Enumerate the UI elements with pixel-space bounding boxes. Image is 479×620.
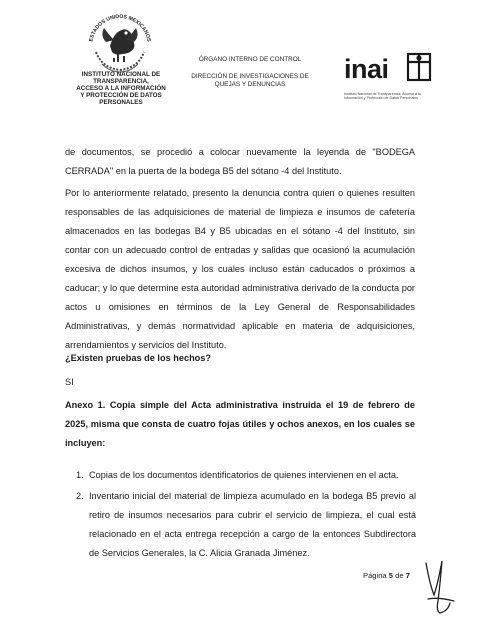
- coat-of-arms-seal-icon: [70, 6, 170, 76]
- page-label: Página: [363, 571, 387, 580]
- seal-ring-text: ESTADOS UNIDOS MEXICANOS: [88, 13, 152, 43]
- institute-line: INSTITUTO NACIONAL DE: [81, 71, 161, 78]
- evidence-question: ¿Existen pruebas de los hechos?: [65, 353, 212, 363]
- list-item-text: Inventario inicial del material de limpieza acumulado en la bodega B5 previo al retiro de insumos necesarios para cubrir el servicio de limpieza, el cual está relacionado en el acta entrega recepción a cargo de la entonces Subdirectora de Servicios Generales, la C. Alicia Granada Jiménez.: [89, 491, 416, 558]
- inai-tagline: [344, 92, 444, 100]
- paragraph-complaint: Por lo anteriormente relatado, presento la denuncia contra quien o quienes resulten responsables de las adquisiciones de material de limpieza e insumos de cafetería almacenados en las bodegas B4 y B5 ubicadas en el sótano -4 del Instituto, sin contar con un adecuado control de entradas y salidas que ocasionó la acumulación excesiva de dichos insumos, y los cuales incluso están caducados o próximos a caducar; y lo que determine esta autoridad administrativa derivado de la conducta por actos u omisiones en términos de la Ley General de Responsabilidades Administrativas, y demás normatividad aplicable en materia de adquisiciones, arrendamientos y servicios del Instituto.: [65, 188, 415, 350]
- institute-name: [58, 71, 184, 106]
- list-item: [76, 487, 416, 563]
- evidence-answer: SI: [65, 377, 74, 387]
- institute-line: PERSONALES: [99, 99, 143, 106]
- institute-line: ACCESO A LA INFORMACIÓN: [76, 85, 166, 92]
- inai-tagline-line: Información y Protección de Datos Personales: [344, 96, 418, 101]
- page-number: [363, 571, 410, 580]
- list-item-number: 1.: [76, 470, 84, 480]
- direction-line: QUEJAS Y DENUNCIAS: [214, 81, 286, 88]
- list-item-text: Copias de los documentos identificatorios de quienes intervienen en el acta.: [89, 470, 399, 480]
- list-item: [76, 466, 416, 485]
- institute-line: TRANSPARENCIA,: [93, 78, 149, 85]
- header-office-block: [185, 56, 315, 89]
- institute-line: Y PROTECCIÓN DE DATOS: [80, 92, 162, 99]
- annex-heading: Anexo 1. Copia simple del Acta administrativa instruida el 19 de febrero de 2025, misma que consta de cuatro fojas útiles y ochos anexos, en los cuales se incluyen:: [65, 400, 415, 448]
- page-separator: de: [395, 571, 404, 580]
- inai-logo-text: inai: [344, 54, 389, 84]
- paragraph-continued: de documentos, se procedió a colocar nuevamente la leyenda de "BODEGA CERRADA" en la puerta de la bodega B5 del sótano -4 del Instituto.: [65, 147, 415, 176]
- annex-list: [76, 466, 416, 565]
- direction-line: DIRECCIÓN DE INVESTIGACIONES DE: [191, 73, 309, 80]
- page-total: 7: [405, 571, 410, 580]
- office-title: ÓRGANO INTERNO DE CONTROL: [198, 56, 302, 63]
- inai-logo: [344, 52, 439, 84]
- list-item-number: 2.: [76, 491, 84, 501]
- handwritten-signature-icon: [420, 555, 460, 615]
- inai-tagline-line: Instituto Nacional de Transparencia, Acceso a la: [344, 92, 421, 96]
- page-current: 5: [388, 571, 394, 580]
